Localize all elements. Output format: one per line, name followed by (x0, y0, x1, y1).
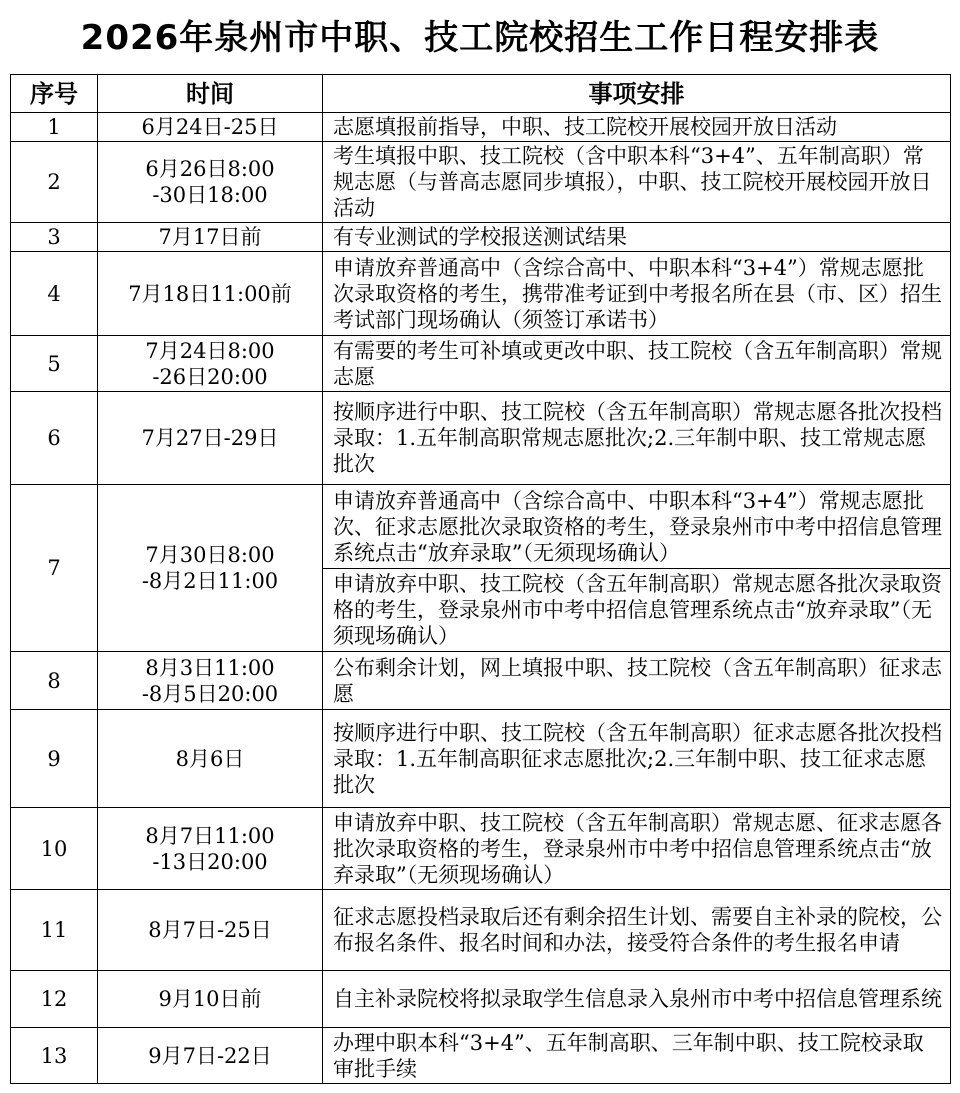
table-row (11, 710, 951, 808)
table-row (11, 223, 951, 252)
row-item: 申请放弃中职、技工院校（含五年制高职）常规志愿、征求志愿各批次录取资格的考生，登录泉州市中考中招信息管理系统点击“放弃录取”（无须现场确认） (323, 808, 951, 890)
row-time: 7月27日-29日 (98, 392, 323, 485)
row-item: 申请放弃普通高中（含综合高中、中职本科“3+4”）常规志愿批次录取资格的考生，携带准考证到中考报名所在县（市、区）招生考试部门现场确认（须签订承诺书） (323, 252, 951, 336)
row-number: 3 (11, 223, 98, 252)
row-time: 7月30日8:00 -8月2日11:00 (98, 485, 323, 652)
schedule-table (10, 74, 951, 1084)
row-time: 8月3日11:00 -8月5日20:00 (98, 652, 323, 710)
row-number: 6 (11, 392, 98, 485)
row-item: 按顺序进行中职、技工院校（含五年制高职）常规志愿各批次投档录取：1.五年制高职常规志愿批次;2.三年制中职、技工常规志愿批次 (323, 392, 951, 485)
table-row (11, 142, 951, 223)
row-time: 7月17日前 (98, 223, 323, 252)
row-time: 6月24日-25日 (98, 113, 323, 142)
row-number: 1 (11, 113, 98, 142)
row-number: 13 (11, 1028, 98, 1084)
table-row (11, 336, 951, 392)
row-item: 自主补录院校将拟录取学生信息录入泉州市中考中招信息管理系统 (323, 971, 951, 1028)
header-num: 序号 (11, 75, 98, 113)
row-item: 有专业测试的学校报送测试结果 (323, 223, 951, 252)
row-item: 办理中职本科“3+4”、五年制高职、三年制中职、技工院校录取审批手续 (323, 1028, 951, 1084)
row-item: 申请放弃普通高中（含综合高中、中职本科“3+4”）常规志愿批次、征求志愿批次录取资格的考生，登录泉州市中考中招信息管理系统点击“放弃录取”（无须现场确认） (323, 485, 951, 569)
table-row (11, 113, 951, 142)
row-time: 8月7日11:00 -13日20:00 (98, 808, 323, 890)
header-time: 时间 (98, 75, 323, 113)
row-number: 5 (11, 336, 98, 392)
table-row (11, 971, 951, 1028)
table-row (11, 890, 951, 971)
header-item: 事项安排 (323, 75, 951, 113)
row-number: 8 (11, 652, 98, 710)
row-number: 12 (11, 971, 98, 1028)
row-number: 11 (11, 890, 98, 971)
table-row (11, 1028, 951, 1084)
row-number: 10 (11, 808, 98, 890)
table-row (11, 252, 951, 336)
page-title: 2026年泉州市中职、技工院校招生工作日程安排表 (80, 18, 880, 58)
row-number: 7 (11, 485, 98, 652)
row-time: 8月6日 (98, 710, 323, 808)
row-number: 4 (11, 252, 98, 336)
header-row (11, 75, 951, 113)
row-item: 征求志愿投档录取后还有剩余招生计划、需要自主补录的院校，公布报名条件、报名时间和办法，接受符合条件的考生报名申请 (323, 890, 951, 971)
table-row (11, 392, 951, 485)
row-number: 9 (11, 710, 98, 808)
row-time: 9月10日前 (98, 971, 323, 1028)
row-number: 2 (11, 142, 98, 223)
row-time: 7月18日11:00前 (98, 252, 323, 336)
row-item: 按顺序进行中职、技工院校（含五年制高职）征求志愿各批次投档录取：1.五年制高职征求志愿批次;2.三年制中职、技工征求志愿批次 (323, 710, 951, 808)
row-item: 考生填报中职、技工院校（含中职本科“3+4”、五年制高职）常规志愿（与普高志愿同步填报），中职、技工院校开展校园开放日活动 (323, 142, 951, 223)
row-item: 公布剩余计划，网上填报中职、技工院校（含五年制高职）征求志愿 (323, 652, 951, 710)
row-item: 申请放弃中职、技工院校（含五年制高职）常规志愿各批次录取资格的考生，登录泉州市中考中招信息管理系统点击“放弃录取”（无须现场确认） (323, 569, 951, 652)
table-row (11, 485, 951, 569)
table-row (11, 652, 951, 710)
table-row (11, 808, 951, 890)
row-item: 有需要的考生可补填或更改中职、技工院校（含五年制高职）常规志愿 (323, 336, 951, 392)
row-time: 9月7日-22日 (98, 1028, 323, 1084)
row-time: 8月7日-25日 (98, 890, 323, 971)
row-time: 6月26日8:00 -30日18:00 (98, 142, 323, 223)
row-time: 7月24日8:00 -26日20:00 (98, 336, 323, 392)
row-item: 志愿填报前指导，中职、技工院校开展校园开放日活动 (323, 113, 951, 142)
